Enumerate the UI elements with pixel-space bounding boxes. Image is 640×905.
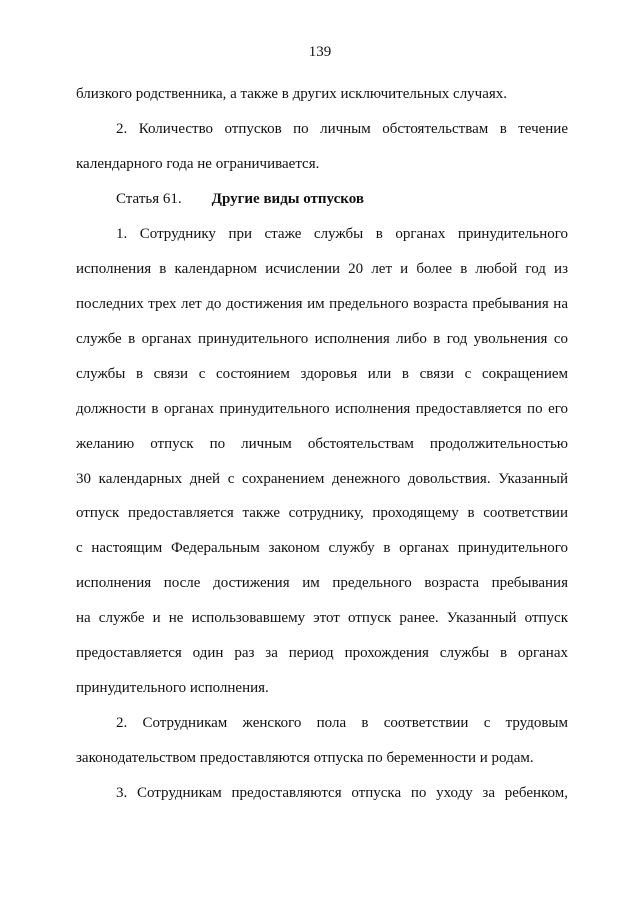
text-line: 30 календарных дней с сохранением денежного довольствия. Указанный <box>76 471 568 487</box>
paragraph-first-line: 3. Сотрудникам предоставляются отпуска по уходу за ребенком, <box>116 785 568 801</box>
text-line: законодательством предоставляются отпуска по беременности и родам. <box>76 750 534 766</box>
text-line: отпуск предоставляется также сотруднику, проходящему в соответствии <box>76 505 568 521</box>
text-line: календарного года не ограничивается. <box>76 156 320 172</box>
paragraph-first-line: 2. Сотрудникам женского пола в соответствии с трудовым <box>116 715 568 731</box>
text-line: предоставляется один раз за период прохождения службы в органах <box>76 645 568 661</box>
article-title: Другие виды отпусков <box>211 191 364 207</box>
text-line: службе в органах принудительного исполнения либо в год увольнения со <box>76 331 568 347</box>
text-line: на службе и не использовавшему этот отпуск ранее. Указанный отпуск <box>76 610 568 626</box>
page-number: 139 <box>308 44 332 60</box>
text-line: исполнения после достижения им предельного возраста пребывания <box>76 575 568 591</box>
paragraph-first-line: 1. Сотруднику при стаже службы в органах принудительного <box>116 226 568 242</box>
text-line: желанию отпуск по личным обстоятельствам продолжительностью <box>76 436 568 452</box>
text-line: принудительного исполнения. <box>76 680 269 696</box>
text-line: с настоящим Федеральным законом службу в органах принудительного <box>76 540 568 556</box>
text-line: должности в органах принудительного исполнения предоставляется по его <box>76 401 568 417</box>
text-line: близкого родственника, а также в других исключительных случаях. <box>76 86 508 102</box>
article-heading <box>116 189 364 209</box>
text-line: исполнения в календарном исчислении 20 лет и более в любой год из <box>76 261 568 277</box>
article-label: Статья 61. <box>116 191 182 207</box>
text-line: последних трех лет до достижения им предельного возраста пребывания на <box>76 296 568 312</box>
text-line: службы в связи с состоянием здоровья или в связи с сокращением <box>76 366 568 382</box>
paragraph-first-line: 2. Количество отпусков по личным обстоятельствам в течение <box>116 121 568 137</box>
